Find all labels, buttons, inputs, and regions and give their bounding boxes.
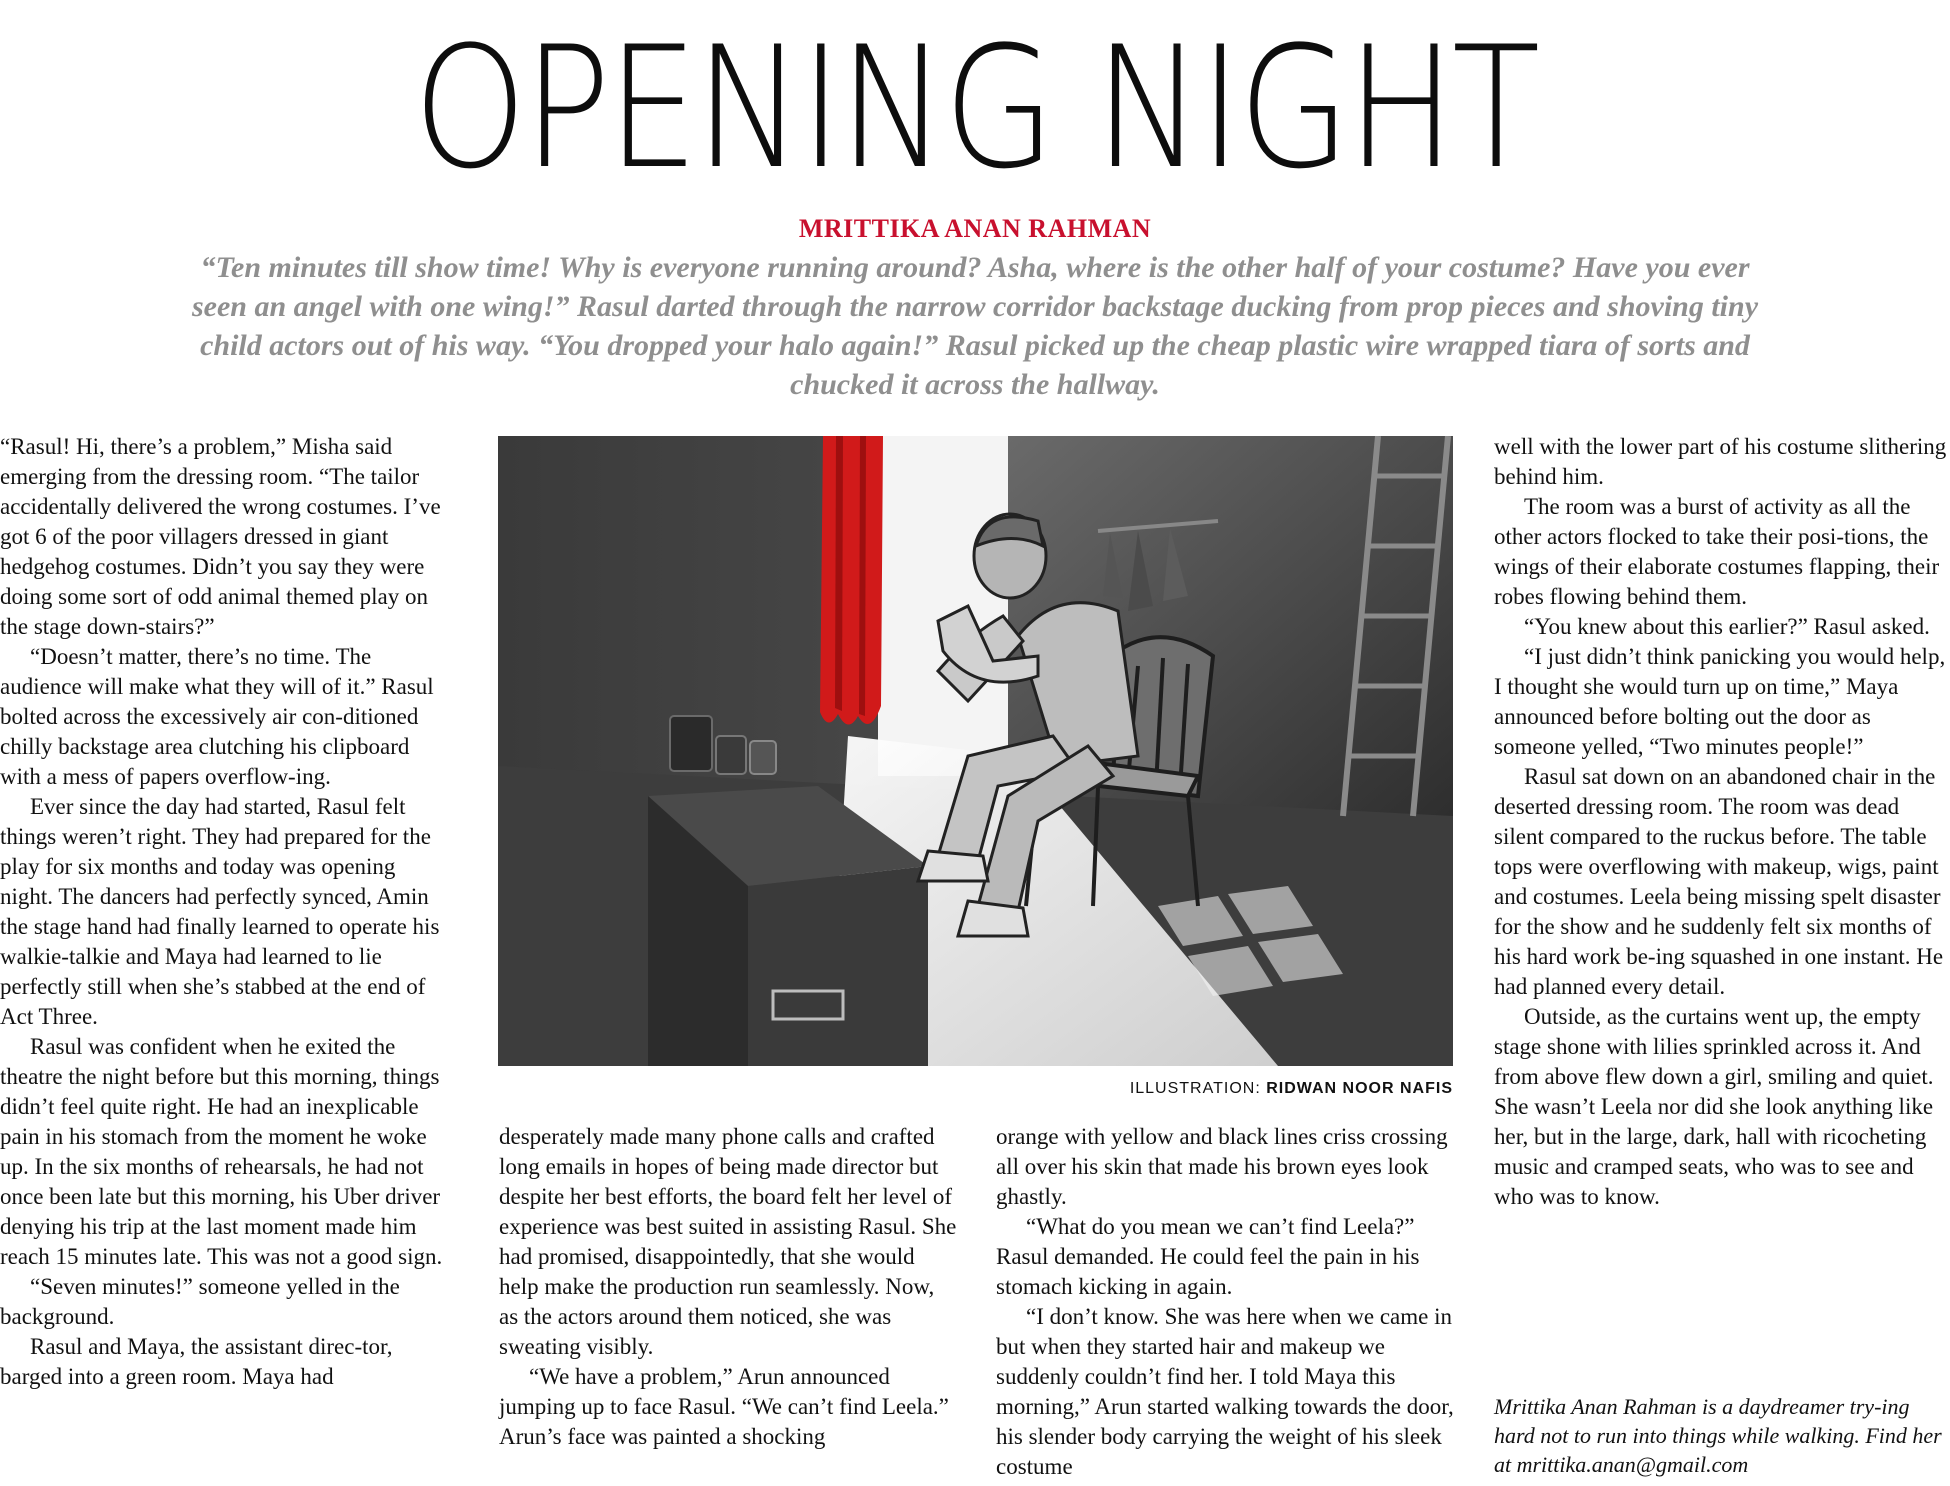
paragraph: Rasul sat down on an abandoned chair in the deserted dressing room. The room was dead silent compared to the ruckus before. The table tops were overflowing with makeup, wigs, paint and costumes. Leela being missing spelt disaster for the show and he suddenly felt six months of his hard work be-ing squashed in one instant. He had planned every detail. [1494, 764, 1944, 999]
credit-label: ILLUSTRATION: [1129, 1080, 1261, 1097]
article-column-3 [996, 1122, 1456, 1482]
paragraph: “Rasul! Hi, there’s a problem,” Misha said emerging from the dressing room. “The tailor accidentally delivered the wrong costumes. I’ve got 6 of the poor villagers dressed in giant hedgehog costumes. Didn’t you say they were doing some sort of odd animal themed play on the stage down-stairs?” [0, 434, 441, 639]
illustration [498, 436, 1453, 1066]
paragraph: The room was a burst of activity as all the other actors flocked to take their posi-tions, the wings of their elaborate costumes flapping, their robes flowing behind them. [1494, 494, 1940, 609]
paint-can [750, 741, 776, 774]
article-column-1 [0, 432, 452, 1392]
paint-can [716, 736, 746, 774]
paragraph: Rasul and Maya, the assistant direc-tor, barged into a green room. Maya had [0, 1334, 393, 1389]
cabinet-front [748, 866, 928, 1066]
red-curtain [820, 436, 883, 725]
paragraph: “Doesn’t matter, there’s no time. The audience will make what they will of it.” Rasul bolted across the excessively air con-ditioned chilly backstage area clutching his clipboard with a mess of papers overflow-ing. [0, 644, 434, 789]
paragraph: Outside, as the curtains went up, the empty stage shone with lilies sprinkled across it. And from above flew down a girl, smiling and quiet. She wasn’t Leela nor did she look anything like her, but in the large, dark, hall with ricocheting music and cramped seats, who was to see and who was to know. [1494, 1004, 1934, 1209]
illustration-credit [498, 1080, 1453, 1098]
article-column-2 [499, 1122, 959, 1452]
paragraph: orange with yellow and black lines criss crossing all over his skin that made his brown eyes look ghastly. [996, 1124, 1448, 1209]
paragraph: desperately made many phone calls and crafted long emails in hopes of being made director but despite her best efforts, the board felt her level of experience was best suited in assisting Rasul. She had promised, disappointedly, that she would help make the production run seamlessly. Now, as the actors around them noticed, she was sweating visibly. [499, 1124, 957, 1359]
byline: MRITTIKA ANAN RAHMAN [798, 214, 1152, 243]
paragraph: “We have a problem,” Arun announced jumping up to face Rasul. “We can’t find Leela.” Arun’s face was painted a shocking [499, 1364, 949, 1449]
paragraph: “What do you mean we can’t find Leela?” Rasul demanded. He could feel the pain in his stomach kicking in again. [996, 1214, 1420, 1299]
lede-paragraph: “Ten minutes till show time! Why is everyone running around? Asha, where is the other half of your costume? Have you ever seen an angel with one wing!” Rasul darted through the narrow corridor backstage ducking from prop pieces and shoving tiny child actors out of his way. “You dropped your halo again!” Rasul picked up the cheap plastic wire wrapped tiara of sorts and chucked it across the hallway. [191, 251, 1759, 401]
paragraph: well with the lower part of his costume slithering behind him. [1494, 434, 1947, 489]
paragraph: “You knew about this earlier?” Rasul asked. [1524, 614, 1930, 639]
article-column-4 [1494, 432, 1950, 1212]
credit-name: RIDWAN NOOR NAFIS [1266, 1080, 1453, 1097]
illustration-art [498, 436, 1453, 1066]
doorway [878, 436, 1008, 776]
paragraph: Ever since the day had started, Rasul felt things weren’t right. They had prepared for the play for six months and today was opening night. The dancers had perfectly synced, Amin the stage hand had finally learned to operate his walkie-talkie and Maya had learned to lie perfectly still when she’s stabbed at the end of Act Three. [0, 794, 440, 1029]
paragraph: Rasul was confident when he exited the theatre the night before but this morning, things didn’t feel quite right. He had an inexplicable pain in his stomach from the moment he woke up. In the six months of rehearsals, he had not once been late but this morning, his Uber driver denying his trip at the last moment made him reach 15 minutes late. This was not a good sign. [0, 1034, 443, 1269]
author-bio: Mrittika Anan Rahman is a daydreamer try-ing hard not to run into things while walking. Find her at mrittika.anan@gmail.com [1494, 1394, 1942, 1477]
headline: OPENING NIGHT [413, 10, 1537, 206]
paragraph: “I don’t know. She was here when we came in but when they started hair and makeup we suddenly couldn’t find her. I told Maya this morning,” Arun started walking towards the door, his slender body carrying the weight of his sleek costume [996, 1304, 1454, 1479]
paragraph: “I just didn’t think panicking you would help, I thought she would turn up on time,” Maya announced before bolting out the door as someone yelled, “Two minutes people!” [1494, 644, 1946, 759]
paragraph: “Seven minutes!” someone yelled in the background. [0, 1274, 400, 1329]
paint-can [670, 716, 712, 771]
